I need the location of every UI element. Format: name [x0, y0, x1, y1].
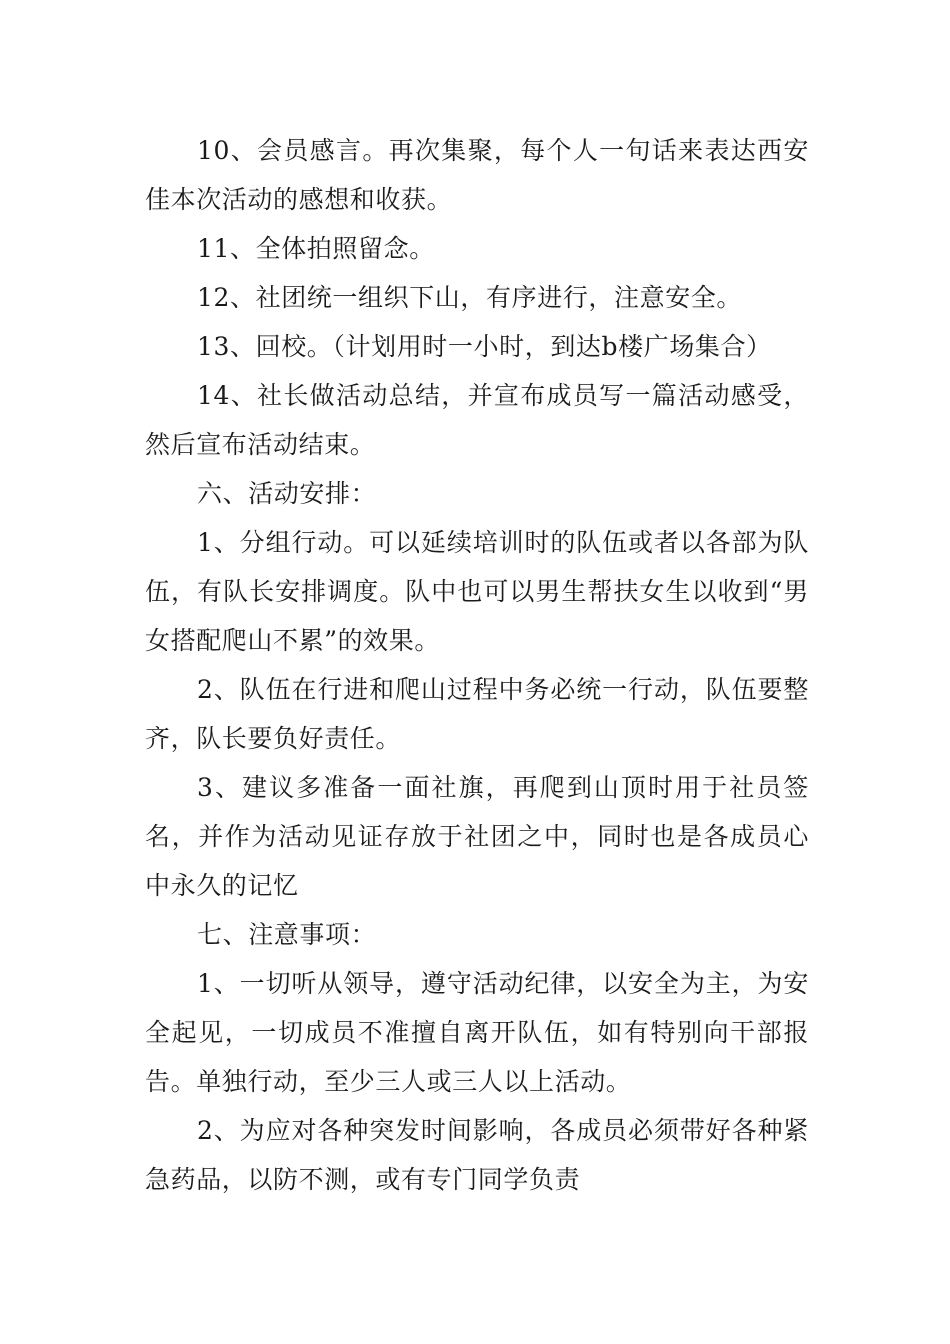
- paragraph-item-13: 13、回校。（计划用时一小时，到达b楼广场集合）: [197, 332, 772, 361]
- arrangement-item-1: 1、分组行动。可以延续培训时的队伍或者以各部为队伍，有队长安排调度。队中也可以男生帮扶女生以收到“男女搭配爬山不累”的效果。: [145, 528, 809, 655]
- arrangement-item-2: 2、队伍在行进和爬山过程中务必统一行动，队伍要整齐，队长要负好责任。: [145, 675, 809, 753]
- section-heading-precautions: 七、注意事项：: [197, 920, 377, 949]
- paragraph-item-12: 12、社团统一组织下山，有序进行，注意安全。: [197, 283, 743, 312]
- arrangement-item-3: 3、建议多准备一面社旗，再爬到山顶时用于社员签名，并作为活动见证存放于社团之中，同时也是各成员心中永久的记忆: [145, 773, 809, 900]
- document-body: [145, 126, 809, 1204]
- paragraph-item-10: 10、会员感言。再次集聚，每个人一句话来表达西安佳本次活动的感想和收获。: [145, 136, 809, 214]
- paragraph-item-14: 14、社长做活动总结，并宣布成员写一篇活动感受，然后宣布活动结束。: [145, 381, 809, 459]
- section-heading-activity-arrangement: 六、活动安排：: [197, 479, 377, 508]
- paragraph-item-11: 11、全体拍照留念。: [197, 234, 435, 263]
- precaution-item-1: 1、一切听从领导，遵守活动纪律，以安全为主，为安全起见，一切成员不准擅自离开队伍，如有特别向干部报告。单独行动，至少三人或三人以上活动。: [145, 969, 809, 1096]
- precaution-item-2: 2、为应对各种突发时间影响，各成员必须带好各种紧急药品，以防不测，或有专门同学负责: [145, 1116, 809, 1194]
